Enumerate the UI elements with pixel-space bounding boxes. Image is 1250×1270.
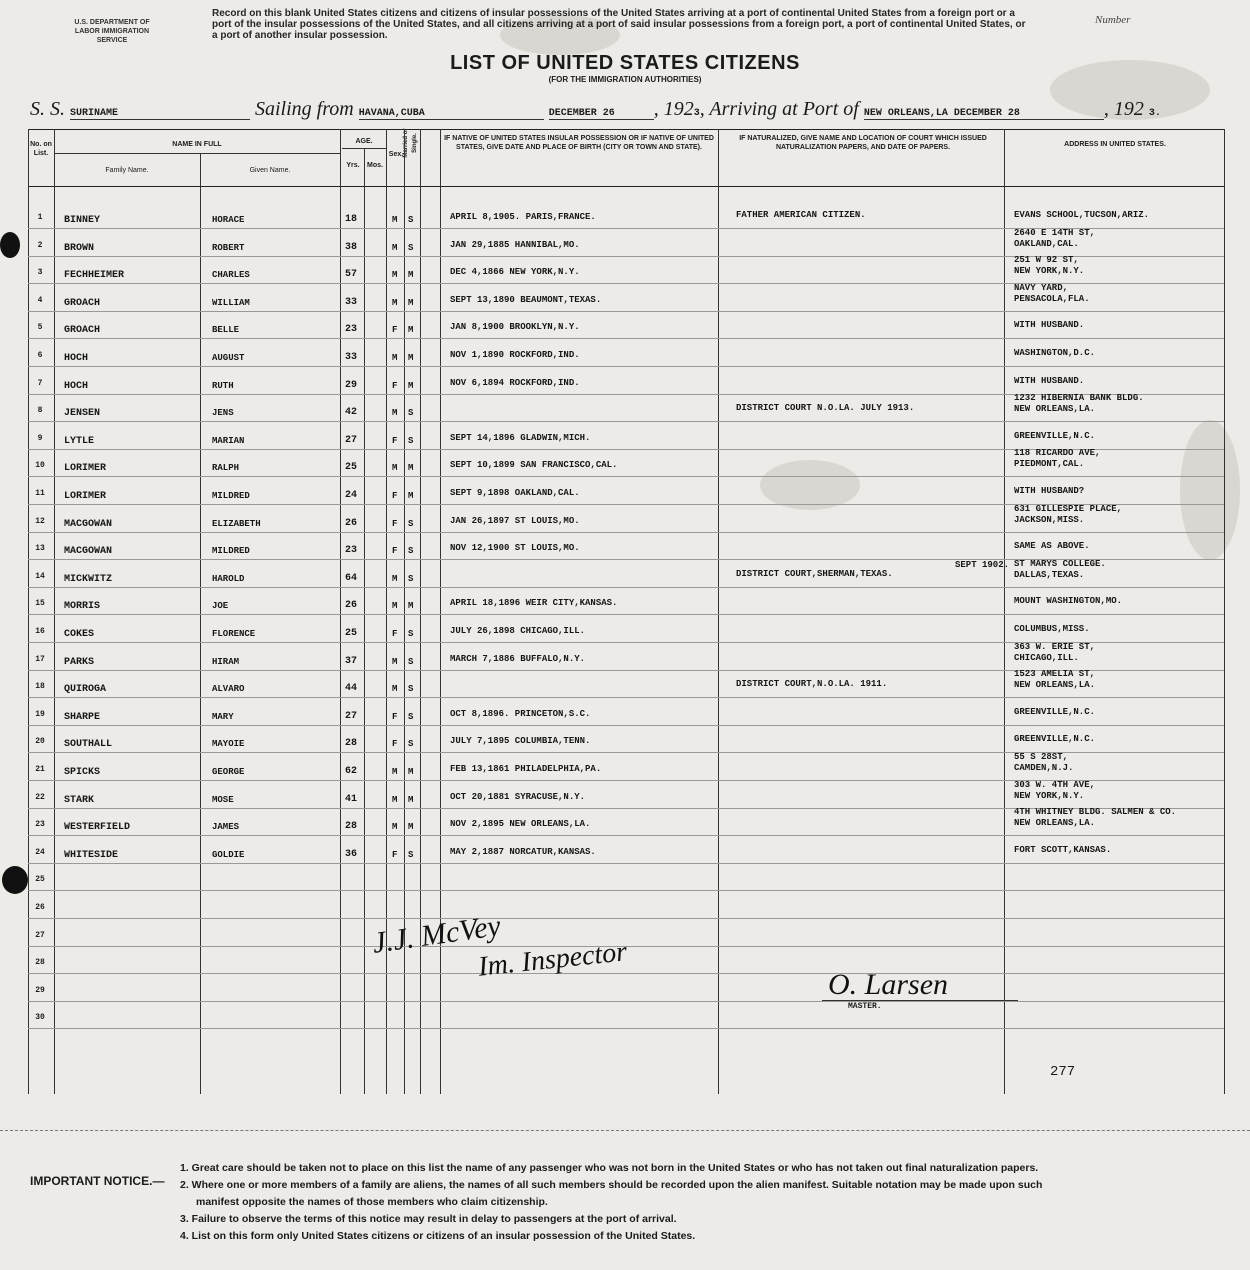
row-line [28,532,1224,533]
notice-item: 4. List on this form only United States citizens or citizens of an insular possession of the United States. [180,1230,696,1242]
age-years: 24 [345,490,358,501]
given-name: FLORENCE [212,629,256,639]
address-line-1: 363 W. ERIE ST, [1014,641,1096,652]
notice-item: 1. Great care should be taken not to place on this list the name of any passenger who was not born in the United States or who has not taken out final naturalization papers. [180,1162,1039,1174]
given-name: MILDRED [212,546,250,557]
address-line-1: 2640 E 14TH ST, [1014,227,1096,238]
row-number: 10 [35,461,45,471]
row-number: 11 [35,489,45,498]
ship-name: SURINAME [70,108,250,120]
given-name: HAROLD [212,573,245,584]
arriving-port: NEW ORLEANS,LA DECEMBER 28 [864,108,1104,120]
year-prefix-2: 192 [1113,98,1144,120]
naturalization-info: FATHER AMERICAN CITIZEN. [736,210,866,220]
family-name: SPICKS [64,767,101,778]
row-line [28,697,1224,698]
given-name: JAMES [212,822,240,833]
address-line-2: NEW YORK,N.Y. [1014,266,1085,277]
row-number: 24 [35,847,45,857]
row-line [28,311,1224,312]
row-number: 5 [37,323,43,333]
family-name: MORRIS [64,601,101,613]
row-number: 17 [35,654,45,664]
notice-item: manifest opposite the names of those members who claim citizenship. [196,1196,548,1208]
row-number: 2 [37,240,43,250]
birth-info: MARCH 7,1886 BUFFALO,N.Y. [450,653,586,664]
family-name: MACGOWAN [64,546,113,558]
married-single: M [408,270,414,281]
address-line-1: ST MARYS COLLEGE. [1014,558,1106,569]
row-number: 14 [35,571,45,581]
header-no: No. on List. [30,141,52,157]
row-line [28,587,1224,588]
naturalization-info: DISTRICT COURT,SHERMAN,TEXAS. [736,568,893,579]
given-name: GEORGE [212,767,245,777]
birth-info: SEPT 10,1899 SAN FRANCISCO,CAL. [450,460,618,471]
row-number: 9 [37,433,43,443]
family-name: HOCH [64,353,89,364]
given-name: MAYOIE [212,739,245,750]
form-subtitle: (FOR THE IMMIGRATION AUTHORITIES) [548,75,702,84]
address-line-2: CHICAGO,ILL. [1014,652,1079,663]
inspector-title: Im. Inspector [476,936,629,983]
birth-info: NOV 1,1890 ROCKFORD,IND. [450,350,580,360]
sailing-date: DECEMBER 26 [549,108,654,120]
given-name: ALVARO [212,684,245,695]
family-name: BINNEY [64,215,101,226]
address-line-2: PENSACOLA,FLA. [1014,293,1090,304]
row-line [28,863,1224,864]
address-line-2: NEW ORLEANS,LA. [1014,818,1096,829]
notice-heading: IMPORTANT NOTICE.— [30,1174,165,1188]
address-line-1: WITH HUSBAND. [1014,320,1085,331]
birth-info: JULY 26,1898 CHICAGO,ILL. [450,626,586,636]
sex: M [392,794,398,805]
age-years: 28 [345,738,358,750]
age-years: 23 [345,545,358,557]
row-line [28,973,1224,974]
row-line [28,1028,1224,1029]
column-line [1224,129,1225,1094]
address-line-1: FORT SCOTT,KANSAS. [1014,844,1112,855]
sex: M [392,242,398,253]
age-years: 36 [345,848,358,860]
header-years: Yrs. [346,162,360,169]
address-line-1: WITH HUSBAND. [1014,375,1085,386]
address-line-1: WITH HUSBAND? [1014,486,1085,496]
address-line-1: COLUMBUS,MISS. [1014,624,1090,634]
row-line [28,1001,1224,1002]
stain [760,460,860,510]
age-years: 62 [345,766,358,777]
married-single: S [408,242,414,253]
given-name: MOSE [212,794,234,805]
notice-divider [0,1130,1250,1131]
row-number: 7 [37,378,43,388]
given-name: RUTH [212,380,234,391]
address-line-1: 251 W 92 ST, [1014,255,1079,266]
age-years: 25 [345,628,358,639]
naturalization-info: DISTRICT COURT N.O.LA. JULY 1913. [736,403,915,414]
sex: M [392,822,398,833]
row-number: 25 [35,875,45,885]
sex: M [392,767,398,777]
punch-hole [0,232,20,258]
age-years: 26 [345,517,358,529]
row-line [28,725,1224,726]
row-number: 18 [35,682,45,692]
birth-info: SEPT 9,1898 OAKLAND,CAL. [450,488,580,498]
sailing-from: HAVANA,CUBA [359,108,544,120]
given-name: JOE [212,601,229,612]
header-native-birth: IF NATIVE OF UNITED STATES INSULAR POSSESSION OR IF NATIVE OF UNITED STATES, GIVE DATE AND PLACE OF BIRTH (CITY OR TOWN AND STATE). [444,135,714,151]
column-line [54,129,55,1094]
voyage-line: S. S. SURINAME Sailing from HAVANA,CUBA DECEMBER 26 , 1923, Arriving at Port of NEW ORLEANS,LA DECEMBER 28 , 192 3. [30,98,1161,120]
married-single: S [408,573,414,584]
header-name-in-full: NAME IN FULL [172,141,222,148]
married-single: M [408,767,414,777]
married-single: M [408,601,414,612]
row-number: 21 [35,765,45,774]
married-single: S [408,408,414,419]
address-line-1: 118 RICARDO AVE, [1014,448,1101,459]
inspector-signature: J.J. McVey [370,909,503,960]
address-line-1: GREENVILLE,N.C. [1014,734,1096,745]
married-single: S [408,546,414,557]
row-number: 16 [35,627,45,636]
age-years: 28 [345,821,358,833]
row-line [28,835,1224,836]
sex: M [392,270,398,281]
header-family-name: Family Name. [105,167,149,174]
age-years: 33 [345,352,358,363]
row-number: 1 [37,213,43,222]
age-years: 37 [345,655,358,667]
naturalization-date: SEPT 1902. [955,559,1010,570]
family-name: GROACH [64,325,101,337]
age-years: 42 [345,407,358,419]
row-number: 12 [35,516,45,526]
married-single: M [408,297,414,308]
married-single: S [408,684,414,695]
age-years: 38 [345,241,358,253]
row-number: 8 [37,406,43,416]
row-line [28,366,1224,367]
header-age: AGE. [355,138,373,145]
birth-info: NOV 12,1900 ST LOUIS,MO. [450,543,580,554]
row-number: 13 [35,544,45,554]
married-single: S [408,739,414,750]
address-line-1: GREENVILLE,N.C. [1014,706,1096,717]
sex: F [392,546,398,557]
row-number: 4 [37,295,43,305]
married-single: M [408,794,414,805]
year-suffix-1: 3 [693,108,700,119]
row-number: 6 [37,351,43,360]
header-given-name: Given Name. [249,167,291,174]
row-number: 15 [35,599,45,609]
row-number: 26 [35,903,45,912]
master-line [822,1000,1018,1001]
married-single: S [408,518,414,529]
married-single: S [408,215,414,225]
row-number: 19 [35,709,45,719]
given-name: BELLE [212,325,240,336]
age-years: 18 [345,214,358,225]
master-signature: O. Larsen [828,968,949,1001]
age-years: 44 [345,683,358,695]
address-line-2: NEW ORLEANS,LA. [1014,404,1096,415]
header-address: ADDRESS IN UNITED STATES. [1064,141,1166,148]
sailing-label: Sailing from [255,98,354,120]
sex: F [392,849,398,860]
given-name: HIRAM [212,656,240,667]
sex: F [392,491,398,501]
number-label: Number [1095,14,1131,26]
given-name: CHARLES [212,270,250,281]
year-prefix-1: 192 [663,98,694,120]
row-line [28,614,1224,615]
family-name: MACGOWAN [64,518,113,530]
address-line-2: NEW ORLEANS,LA. [1014,680,1096,691]
age-years: 33 [345,296,358,308]
given-name: MARY [212,711,234,722]
address-line-1: WASHINGTON,D.C. [1014,348,1096,358]
row-number: 27 [35,930,45,940]
address-line-1: NAVY YARD, [1014,282,1069,293]
notice-item: 2. Where one or more members of a family are aliens, the names of all such members should be recorded upon the alien manifest. Suitable notation may be made upon such [180,1179,1043,1191]
sex: F [392,325,398,336]
birth-info: JAN 26,1897 ST LOUIS,MO. [450,515,580,526]
married-single: M [408,353,414,363]
birth-info: JAN 8,1900 BROOKLYN,N.Y. [450,322,580,333]
sex: F [392,518,398,529]
birth-info: NOV 2,1895 NEW ORLEANS,LA. [450,819,591,830]
row-line [28,476,1224,477]
given-name: MARIAN [212,435,245,446]
birth-info: OCT 20,1881 SYRACUSE,N.Y. [450,791,586,802]
family-name: PARKS [64,656,95,668]
record-note: Record on this blank United States citizens and citizens of insular possessions of the United States arriving at a port of continental United States from a foreign port or a port of the insular possessions of the United States, and all citizens arriving at a port of said insular possessions from a foreign port, a port of continental United States, or a port of another insular possession. [212,8,1026,41]
family-name: QUIROGA [64,684,107,696]
married-single: M [408,491,414,501]
family-name: FECHHEIMER [64,270,125,282]
family-name: COKES [64,629,95,640]
married-single: S [408,849,414,860]
row-number: 29 [35,985,45,995]
sex: M [392,215,398,225]
given-name: ROBERT [212,242,245,253]
year-suffix-2: 3. [1148,108,1161,119]
married-single: M [408,380,414,391]
address-line-2: DALLAS,TEXAS. [1014,569,1085,580]
address-line-2: PIEDMONT,CAL. [1014,459,1085,470]
birth-info: SEPT 14,1896 GLADWIN,MICH. [450,432,591,443]
sex: F [392,739,398,750]
address-line-1: 1523 AMELIA ST, [1014,669,1096,680]
family-name: WESTERFIELD [64,822,131,834]
married-single: S [408,656,414,667]
stain [1180,420,1240,560]
column-line [340,129,341,1094]
family-name: SHARPE [64,711,101,723]
row-number: 22 [35,792,45,802]
page-number: 277 [1050,1064,1076,1080]
married-single: S [408,435,414,446]
header-sex: Sex. [388,151,404,158]
age-years: 64 [345,572,358,584]
sex: F [392,629,398,639]
family-name: JENSEN [64,408,101,420]
row-number: 3 [37,268,43,278]
address-line-1: 55 S 28ST, [1014,752,1069,762]
header-married-single: Married or Single. [403,128,418,158]
birth-info: JAN 29,1885 HANNIBAL,MO. [450,239,580,250]
arriving-label: Arriving at Port of [709,98,859,120]
sex: M [392,601,398,612]
column-line [1004,129,1005,1094]
birth-info: MAY 2,1887 NORCATUR,KANSAS. [450,846,596,857]
age-years: 23 [345,324,358,336]
master-label: MASTER. [848,1002,882,1011]
row-line [28,338,1224,339]
address-line-2: NEW YORK,N.Y. [1014,790,1085,801]
family-name: SOUTHALL [64,739,113,751]
age-years: 27 [345,434,358,446]
address-line-1: 1232 HIBERNIA BANK BLDG. [1014,393,1144,404]
age-years: 27 [345,710,358,722]
given-name: WILLIAM [212,297,250,308]
age-years: 41 [345,793,358,805]
address-line-1: 4TH WHITNEY BLDG. SALMEN & CO. [1014,807,1177,818]
sex: M [392,684,398,695]
birth-info: APRIL 18,1896 WEIR CITY,KANSAS. [450,598,618,609]
row-line [28,918,1224,919]
address-line-2: CAMDEN,N.J. [1014,763,1074,773]
given-name: AUGUST [212,353,245,363]
birth-info: APRIL 8,1905. PARIS,FRANCE. [450,212,596,222]
given-name: JENS [212,408,234,419]
notice-item: 3. Failure to observe the terms of this notice may result in delay to passengers at the port of arrival. [180,1213,677,1225]
given-name: GOLDIE [212,849,245,860]
family-name: LORIMER [64,463,107,475]
married-single: M [408,822,414,833]
age-years: 25 [345,462,358,474]
address-line-1: 303 W. 4TH AVE, [1014,779,1096,790]
naturalization-info: DISTRICT COURT,N.O.LA. 1911. [736,679,888,690]
header-naturalized: IF NATURALIZED, GIVE NAME AND LOCATION OF COURT WHICH ISSUED NATURALIZATION PAPERS, AND DATE OF PAPERS. [739,135,987,151]
ss-label: S. S. [30,98,65,120]
row-number: 30 [35,1013,45,1023]
family-name: HOCH [64,380,89,392]
family-name: WHITESIDE [64,849,119,861]
given-name: ELIZABETH [212,518,261,529]
notice-items [180,1160,1220,1245]
sex: M [392,656,398,667]
department-label: U.S. DEPARTMENT OF LABOR IMMIGRATION SERVICE [74,19,150,44]
sex: M [392,408,398,419]
row-number: 23 [35,820,45,830]
birth-info: NOV 6,1894 ROCKFORD,IND. [450,377,580,388]
address-line-2: OAKLAND,CAL. [1014,238,1079,249]
row-number: 28 [35,958,45,968]
birth-info: FEB 13,1861 PHILADELPHIA,PA. [450,764,602,774]
sex: M [392,463,398,474]
form-title: LIST OF UNITED STATES CITIZENS [450,52,800,74]
row-line [28,421,1224,422]
married-single: M [408,325,414,336]
age-years: 57 [345,269,358,281]
address-line-1: SAME AS ABOVE. [1014,541,1090,552]
family-name: LYTLE [64,435,95,447]
birth-info: SEPT 13,1890 BEAUMONT,TEXAS. [450,294,602,305]
given-name: MILDRED [212,491,250,501]
married-single: M [408,463,414,474]
family-name: BROWN [64,242,95,254]
married-single: S [408,711,414,722]
punch-hole [2,866,28,894]
sex: M [392,353,398,363]
sex: F [392,435,398,446]
married-single: S [408,629,414,639]
age-years: 26 [345,600,358,612]
address-line-2: JACKSON,MISS. [1014,514,1085,525]
sex: F [392,711,398,722]
birth-info: OCT 8,1896. PRINCETON,S.C. [450,708,591,719]
address-line-1: 631 GILLESPIE PLACE, [1014,503,1123,514]
sex: F [392,380,398,391]
header-months: Mos. [367,162,383,169]
address-line-1: MOUNT WASHINGTON,MO. [1014,596,1123,607]
header-divider [54,153,340,154]
family-name: GROACH [64,297,101,309]
birth-info: DEC 4,1866 NEW YORK,N.Y. [450,267,580,278]
family-name: STARK [64,794,95,806]
column-line [718,129,719,1094]
column-line [200,153,201,1094]
address-line-1: EVANS SCHOOL,TUCSON,ARIZ. [1014,210,1150,220]
family-name: LORIMER [64,491,107,502]
given-name: RALPH [212,463,240,474]
given-name: HORACE [212,215,245,225]
sex: M [392,573,398,584]
sex: M [392,297,398,308]
column-line [364,148,365,1094]
birth-info: JULY 7,1895 COLUMBIA,TENN. [450,736,591,747]
address-line-1: GREENVILLE,N.C. [1014,430,1096,441]
row-number: 20 [35,737,45,747]
row-line [28,890,1224,891]
family-name: MICKWITZ [64,573,113,585]
age-years: 29 [345,379,358,391]
